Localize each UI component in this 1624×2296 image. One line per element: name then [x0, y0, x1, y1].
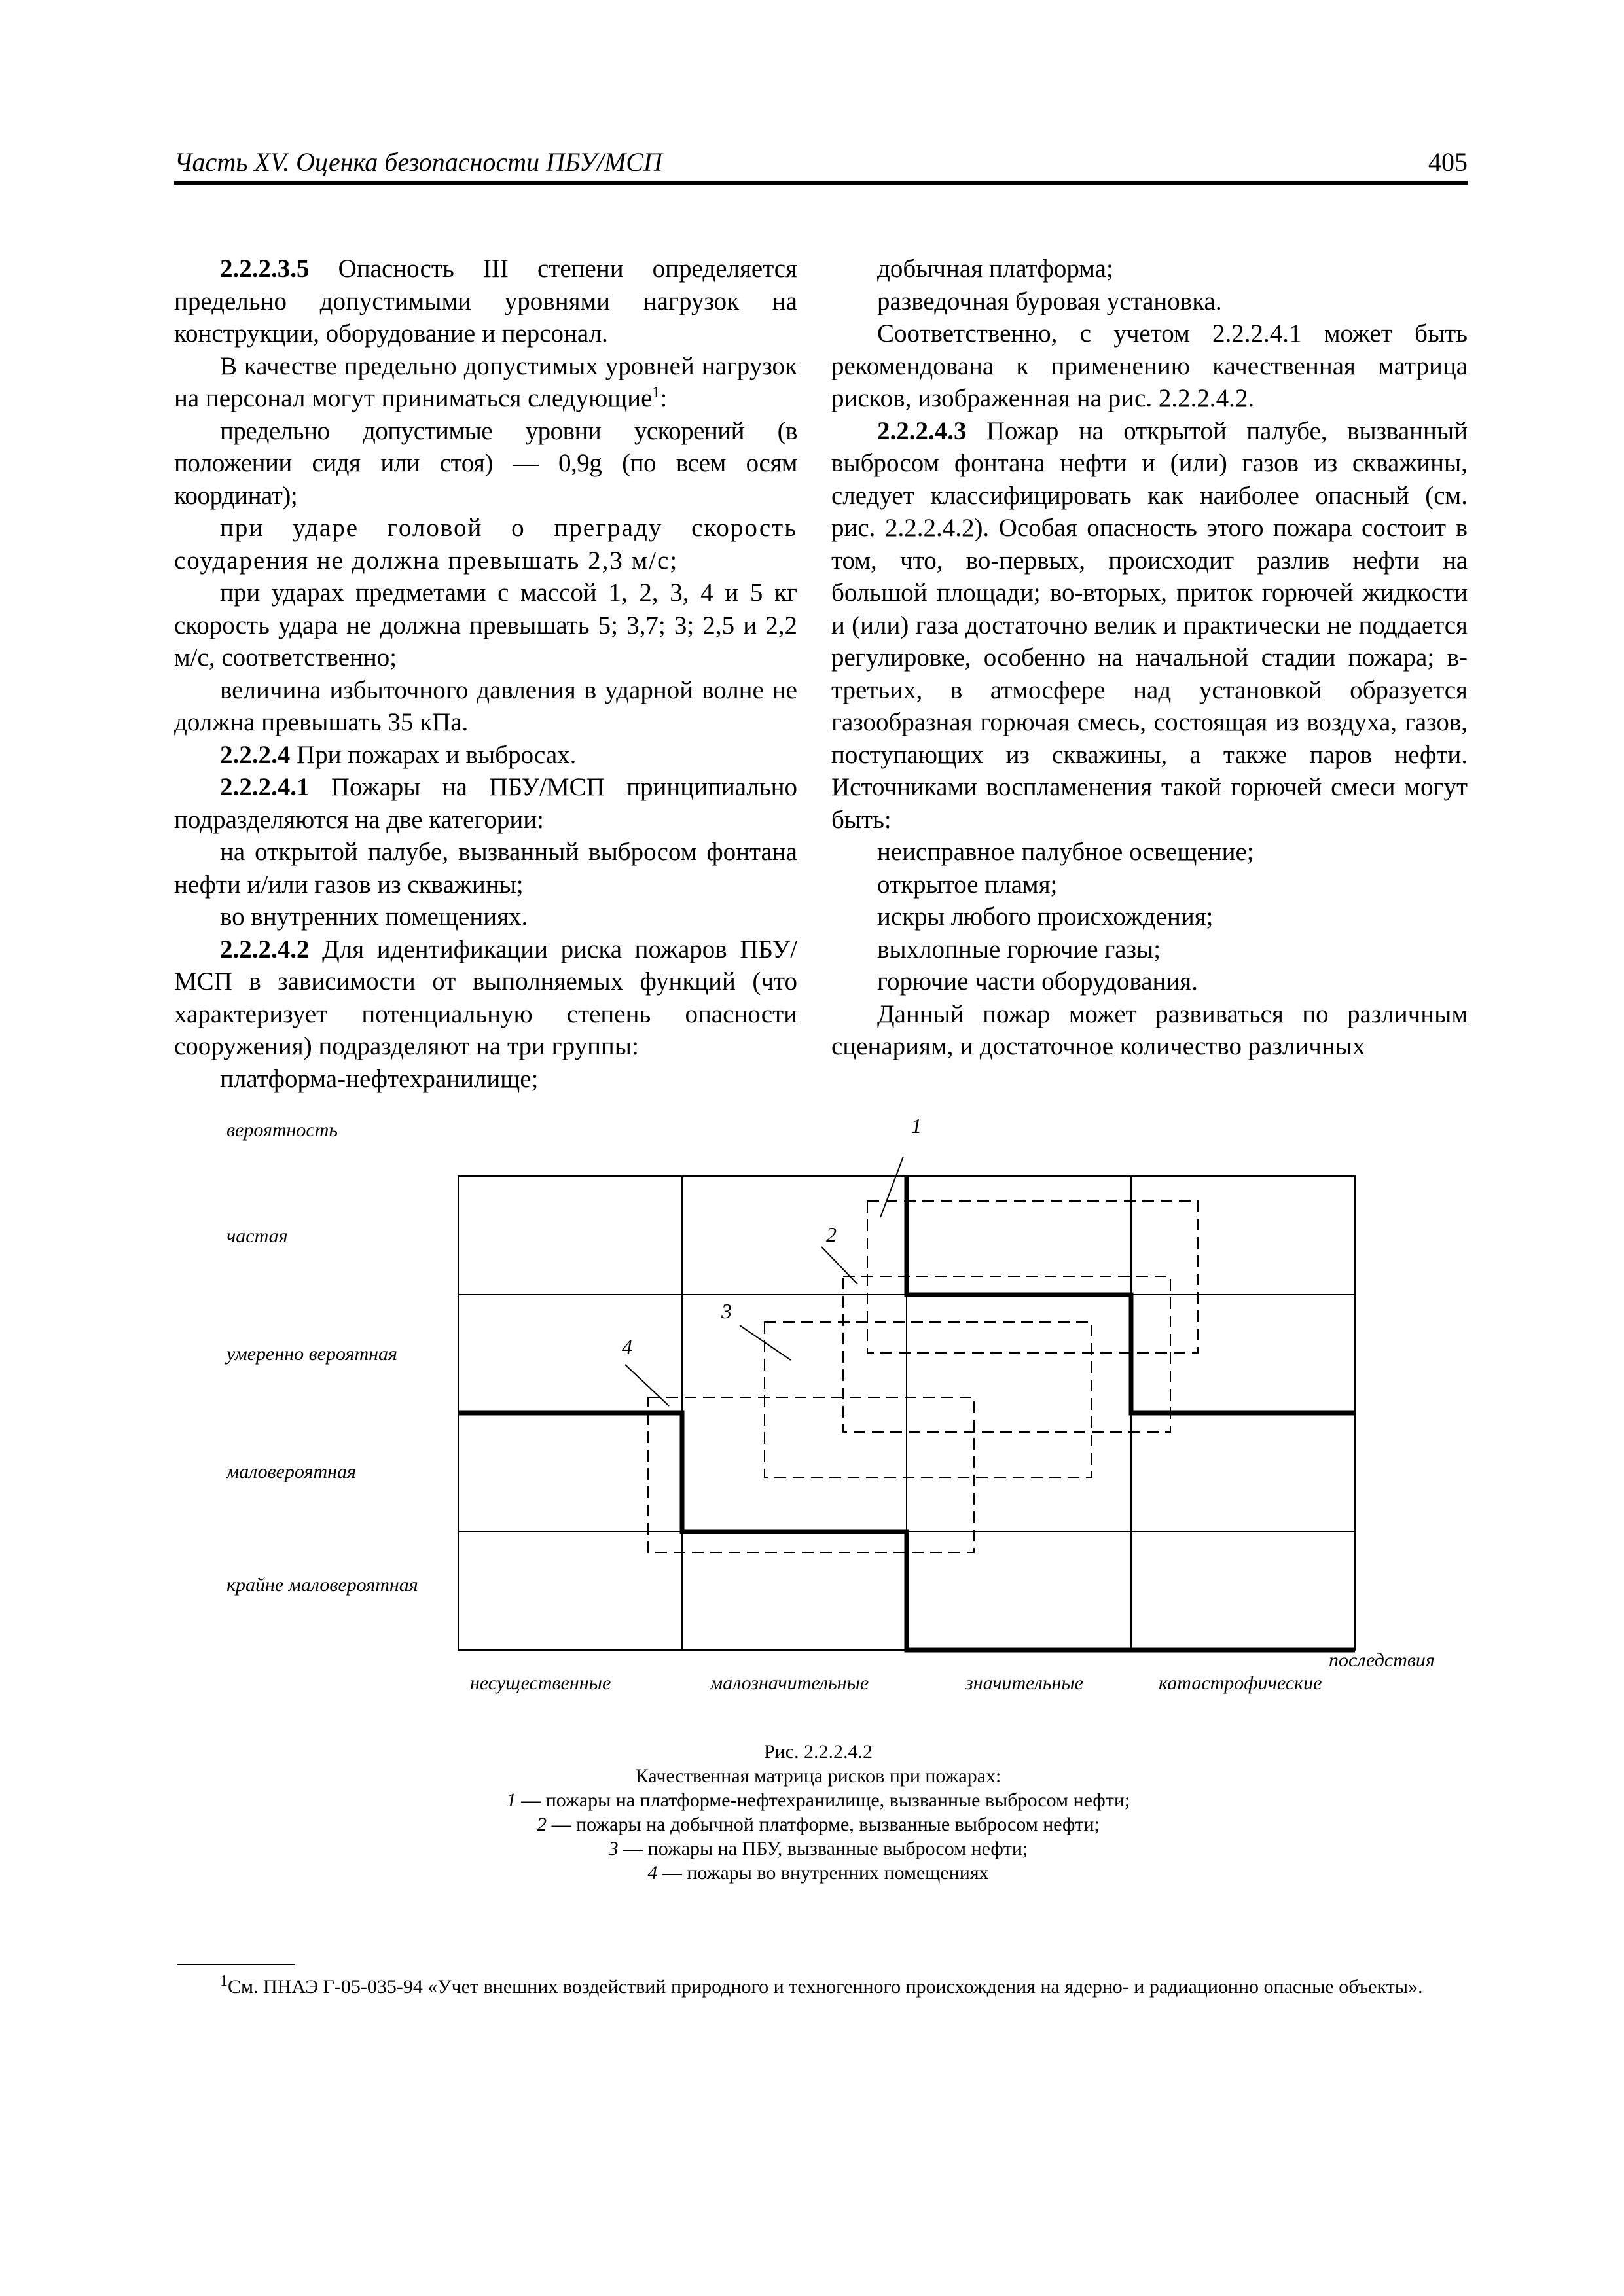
footnote: $^1$См. ПНАЭ Г-05-035-94 «Учет внешних воздействий природного и техногенного происхождения на ядерно- и радиационно опасные объекты».	[220, 1973, 1423, 1998]
paragraph: на открытой палубе, вызванный выбросом фонтана нефти и/или газов из скважины;	[174, 838, 797, 899]
paragraph: открытое пламя;	[877, 870, 1058, 899]
risk-area-3	[765, 1322, 1092, 1477]
caption-item: 1 — пожары на платформе-нефтехранилище, вызванные выбросом нефти;	[506, 1789, 1130, 1811]
column-label: несущественные	[470, 1672, 611, 1694]
caption-title: Качественная матрица рисков при пожарах:	[635, 1765, 1001, 1787]
column-label: малозначительные	[710, 1672, 869, 1694]
row-label: умеренно вероятная	[226, 1343, 397, 1365]
running-header	[174, 140, 1468, 185]
matrix-frame	[458, 1176, 1355, 1650]
column-label: значительные	[965, 1672, 1083, 1694]
footnote-ref: 1	[652, 384, 660, 401]
paragraph: 2.2.2.4 При пожарах и выбросах.	[220, 740, 577, 769]
leader-line-3	[740, 1325, 791, 1360]
paragraph: искры любого происхождения;	[877, 903, 1214, 931]
paragraph: Соответственно, с учетом 2.2.2.4.1 может быть рекомендована к применению качественная матрица рисков, изображенная на рис. 2.2.2.4.2.	[831, 319, 1468, 412]
section-number: 2.2.2.4.1	[220, 773, 310, 801]
paragraph: предельно допустимые уровни ускорений (в положении сидя или стоя) — 0,9g (по всем осям координат);	[174, 416, 797, 510]
paragraph: 2.2.2.3.5 Опасность III степени определяется предельно допустимыми уровнями нагрузок на конструкции, оборудование и персонал.	[174, 255, 797, 348]
callout-2: 2	[826, 1223, 837, 1246]
caption-item: 4 — пожары во внутренних помещениях	[647, 1862, 989, 1884]
paragraph: при ударах предметами с массой 1, 2, 3, 4 и 5 кг скорость удара не должна превышать 5; 3,7; 3; 2,5 и 2,2 м/с, соответственно;	[174, 579, 797, 672]
section-number: 2.2.2.4.3	[877, 416, 967, 445]
header-title: Часть XV. Оценка безопасности ПБУ/МСП	[174, 147, 662, 177]
paragraph: разведочная буровая установка.	[877, 287, 1222, 315]
paragraph: В качестве предельно допустимых уровней нагрузок на персонал могут приниматься следующие$^1$:	[174, 351, 797, 412]
paragraph: 2.2.2.4.2 Для идентификации риска пожаров ПБУ/МСП в зависимости от выполняемых функций (что характеризует потенциальную степень опасности сооружения) подразделяют на три группы:	[174, 935, 797, 1060]
x-axis-label: последствия	[1329, 1649, 1435, 1671]
footnote-rule	[177, 1964, 295, 1965]
section-number: 2.2.2.4.2	[220, 935, 310, 963]
figure-number: Рис. 2.2.2.4.2	[763, 1741, 873, 1763]
callout-4: 4	[622, 1335, 632, 1359]
section-number: 2.2.2.3.5	[220, 255, 310, 283]
right-column	[831, 253, 1468, 1063]
left-column	[174, 253, 797, 1095]
row-label: частая	[226, 1225, 288, 1247]
paragraph: платформа-нефтехранилище;	[220, 1064, 539, 1093]
paragraph: горючие части оборудования.	[877, 967, 1198, 996]
caption-item: 3 — пожары на ПБУ, вызванные выбросом нефти;	[608, 1838, 1028, 1859]
zone-boundary-upper	[907, 1176, 1355, 1413]
section-number: 2.2.2.4	[220, 740, 291, 769]
risk-area-2	[843, 1276, 1170, 1432]
paragraph: неисправное палубное освещение;	[877, 838, 1254, 866]
caption-item: 2 — пожары на добычной платформе, вызванные выбросом нефти;	[537, 1814, 1100, 1835]
risk-area-1	[867, 1201, 1198, 1353]
y-axis-label: вероятность	[226, 1119, 338, 1141]
paragraph: при ударе головой о преграду скорость соударения не должна превышать 2,3 м/с;	[174, 514, 797, 575]
leader-line-2	[821, 1247, 857, 1284]
callout-3: 3	[721, 1299, 732, 1323]
paragraph: добычная платформа;	[877, 255, 1113, 283]
risk-area-4	[648, 1397, 974, 1552]
figure-caption	[262, 1740, 1375, 1885]
leader-line-4	[625, 1365, 669, 1406]
page-number: 405	[1428, 147, 1468, 177]
paragraph: 2.2.2.4.3 Пожар на открытой палубе, вызванный выбросом фонтана нефти и (или) газов из скважины, следует классифицировать как наиболее опасный (см. рис. 2.2.2.4.2). Особая опасность этого пожара состоит в том, что, во-первых, происходит разлив нефти на большой площади; во-вторых, приток горючей жидкости и (или) газа достаточно велик и практически не поддается регулировке, особенно на начальной стадии пожара; в-третьих, в атмосфере над установкой образуется газообразная горючая смесь, состоящая из воздуха, газов, поступающих из скважины, а также паров нефти. Источниками воспламенения такой горючей смеси могут быть:	[831, 416, 1468, 834]
callout-1: 1	[911, 1114, 922, 1138]
paragraph: во внутренних помещениях.	[220, 903, 528, 931]
paragraph: Данный пожар может развиваться по различным сценариям, и достаточное количество различных	[831, 999, 1468, 1060]
row-label: крайне маловероятная	[226, 1574, 418, 1596]
column-label: катастрофические	[1159, 1672, 1322, 1694]
zone-boundary-lower	[458, 1413, 1355, 1650]
paragraph: выхлопные горючие газы;	[877, 935, 1161, 963]
row-label: маловероятная	[226, 1461, 356, 1482]
footnote-marker: 1	[220, 1973, 228, 1990]
leader-line-1	[880, 1157, 903, 1217]
paragraph: 2.2.2.4.1 Пожары на ПБУ/МСП принципиально подразделяются на две категории:	[174, 773, 797, 834]
paragraph: величина избыточного давления в ударной волне не должна превышать 35 кПа.	[174, 675, 797, 736]
